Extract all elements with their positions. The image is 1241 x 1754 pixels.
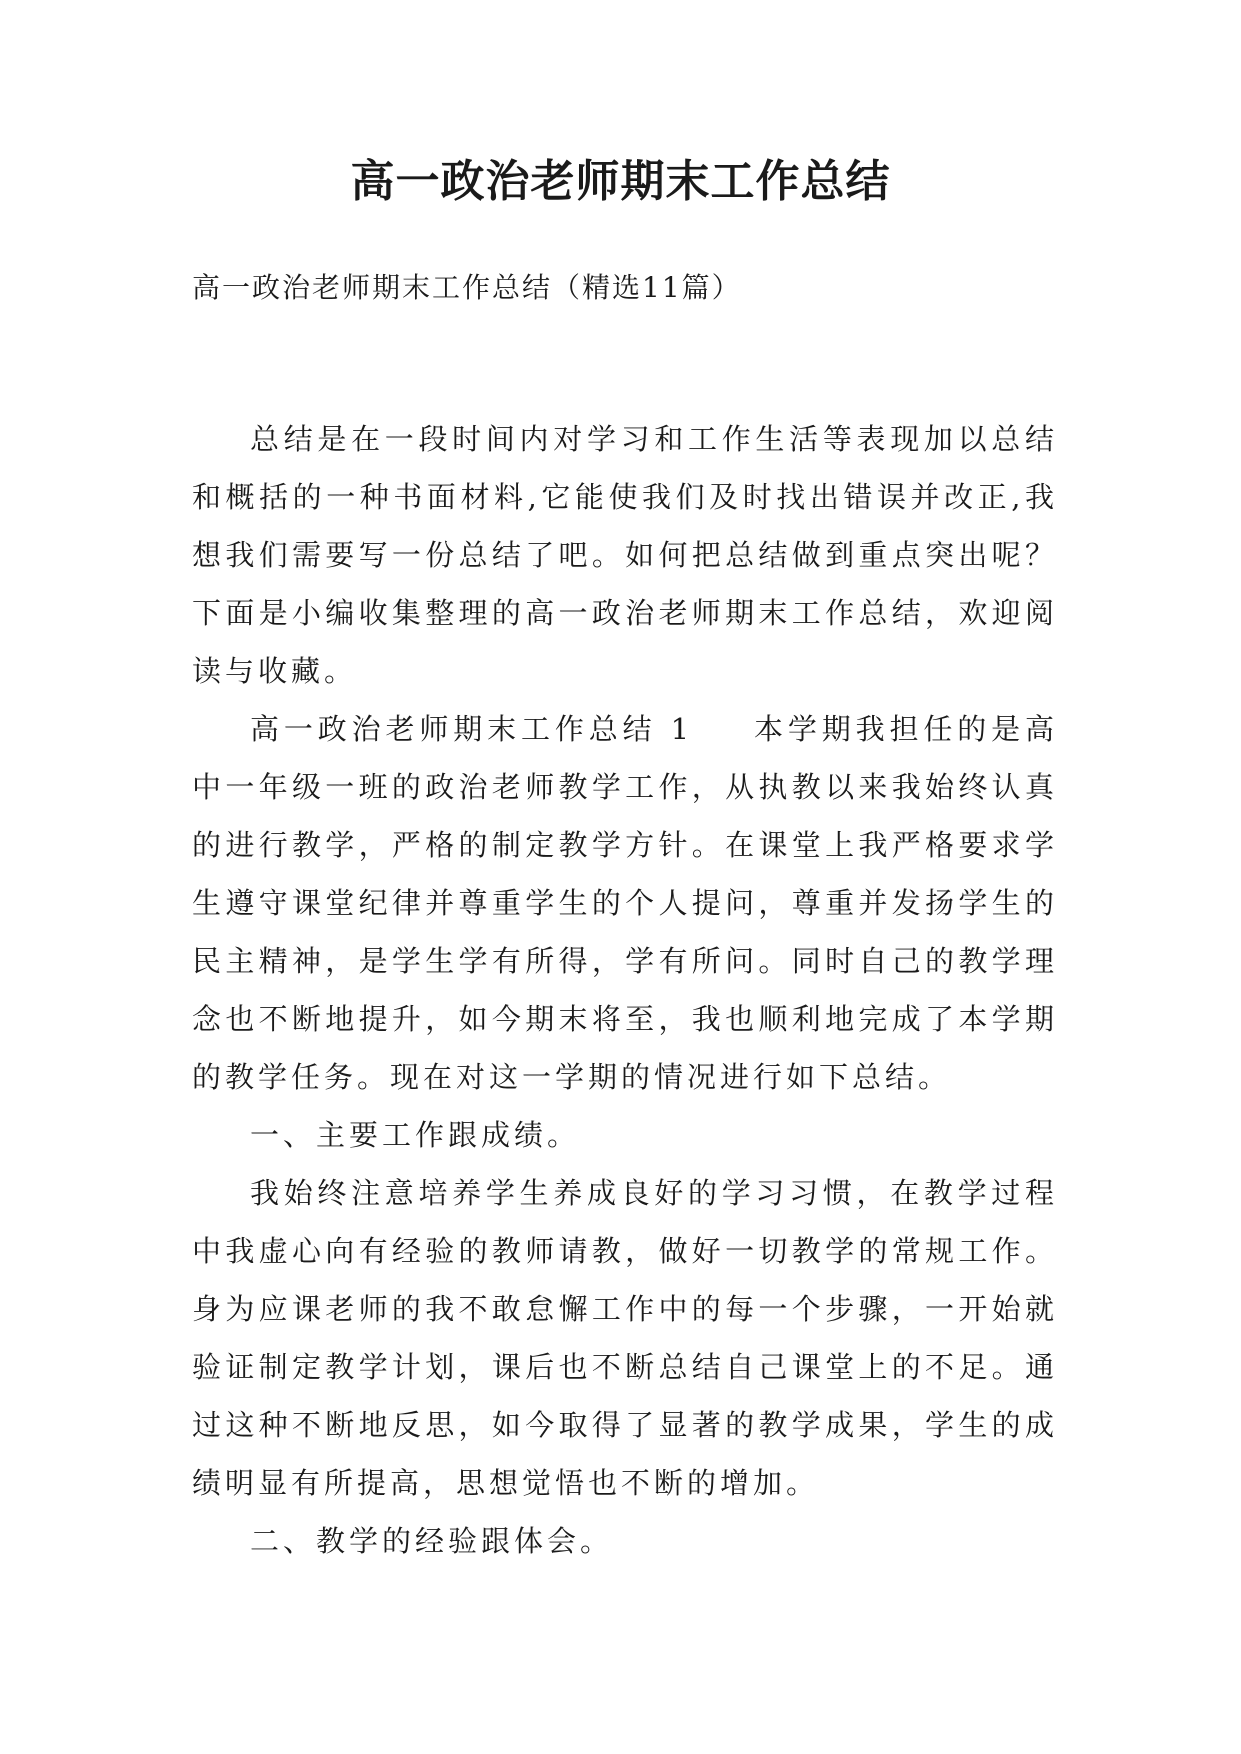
document-title: 高一政治老师期末工作总结	[350, 156, 891, 207]
point-2-heading: 二、教学的经验跟体会。	[250, 1524, 614, 1558]
section-1-paragraph	[192, 700, 1058, 1106]
section-1-heading: 高一政治老师期末工作总结 1	[250, 712, 694, 746]
point-1-paragraph: 我始终注意培养学生养成良好的学习习惯，在教学过程中我虚心向有经验的教师请教，做好一切教学的常规工作。身为应课老师的我不敢怠懈工作中的每一个步骤，一开始就验证制定教学计划，课后也不断总结自己课堂上的不足。通过这种不断地反思，如今取得了显著的教学成果，学生的成绩明显有所提高，思想觉悟也不断的增加。	[192, 1176, 1058, 1500]
point-1-heading: 一、主要工作跟成绩。	[250, 1118, 581, 1152]
section-1-text: 本学期我担任的是高中一年级一班的政治老师教学工作，从执教以来我始终认真的进行教学，严格的制定教学方针。在课堂上我严格要求学生遵守课堂纪律并尊重学生的个人提问，尊重并发扬学生的民主精神，是学生学有所得，学有所问。同时自己的教学理念也不断地提升，如今期末将至，我也顺利地完成了本学期的教学任务。现在对这一学期的情况进行如下总结。	[192, 712, 1058, 1094]
document-subtitle: 高一政治老师期末工作总结（精选11篇）	[192, 271, 742, 304]
intro-paragraph: 总结是在一段时间内对学习和工作生活等表现加以总结和概括的一种书面材料,它能使我们及时找出错误并改正,我想我们需要写一份总结了吧。如何把总结做到重点突出呢？下面是小编收集整理的高一政治老师期末工作总结，欢迎阅读与收藏。	[192, 422, 1058, 688]
document-body	[192, 410, 1058, 1570]
